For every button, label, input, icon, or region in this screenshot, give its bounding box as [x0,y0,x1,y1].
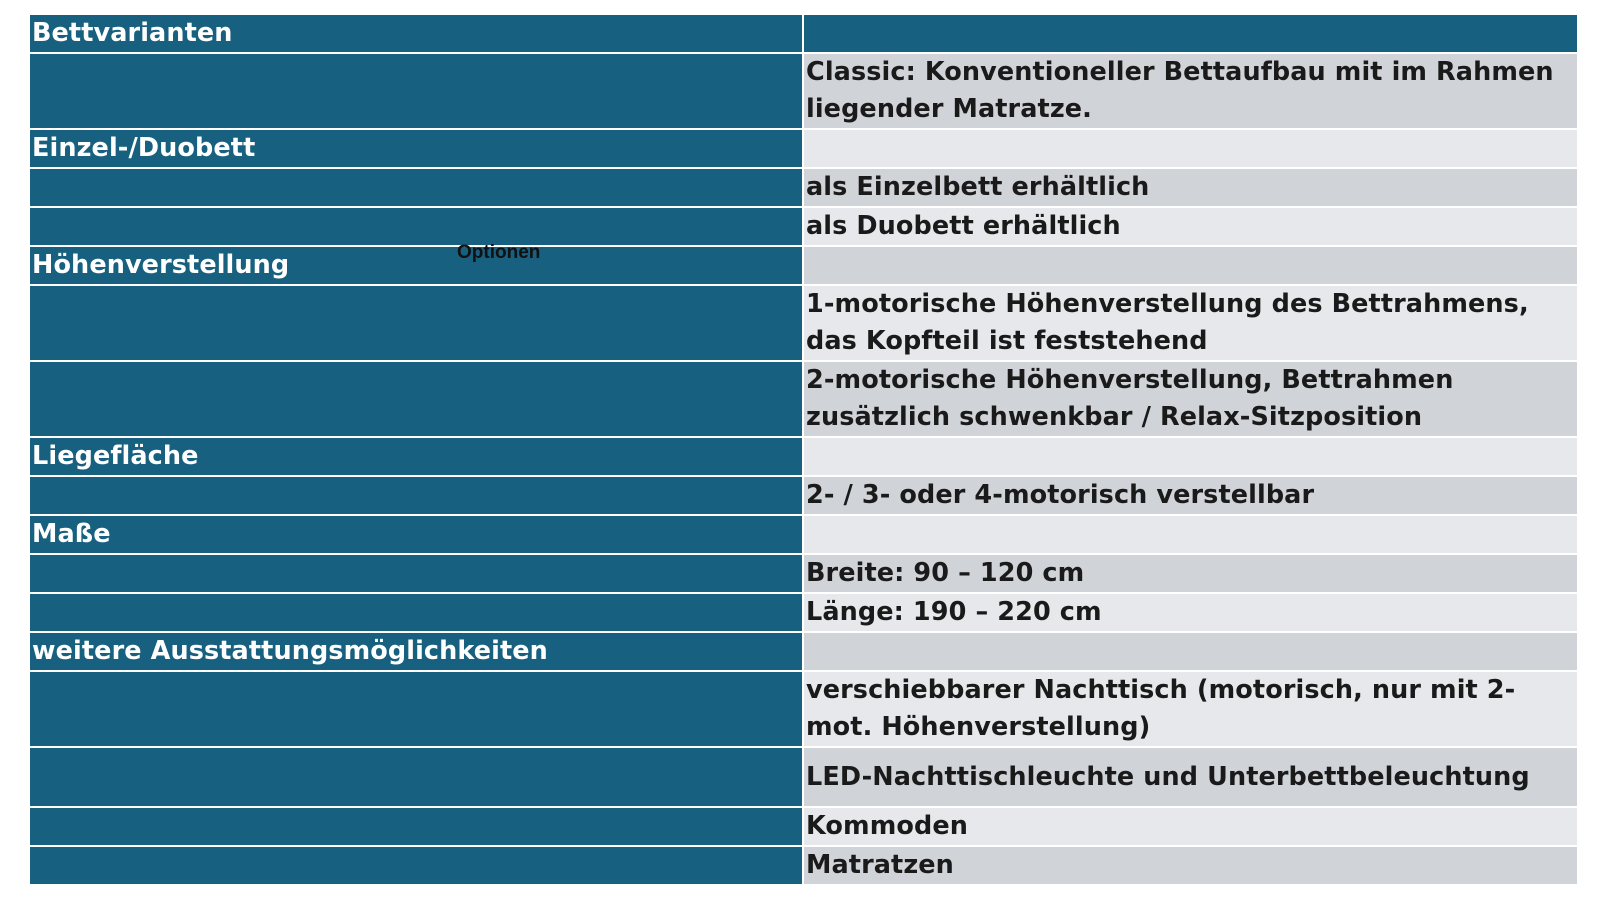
bed-options-table [30,15,1577,884]
option-cell-empty [803,129,1577,168]
label-cell [30,554,803,593]
option-cell-einzelbett: als Einzelbett erhältlich [803,168,1577,207]
label-cell [30,807,803,846]
header-cell-empty [803,15,1577,53]
table-row [30,846,1577,884]
option-cell-kommoden: Kommoden [803,807,1577,846]
table-row [30,671,1577,747]
table-row [30,437,1577,476]
section-heading-weitere-ausstattung: weitere Ausstattungsmöglichkeiten [30,632,803,671]
label-cell [30,168,803,207]
table-row [30,632,1577,671]
label-cell [30,207,803,246]
column-header-optionen: Optionen [457,242,541,263]
option-cell-empty [803,632,1577,671]
table-row [30,476,1577,515]
label-cell [30,361,803,437]
table-row [30,593,1577,632]
label-cell [30,593,803,632]
label-cell [30,846,803,884]
table-row [30,807,1577,846]
option-cell-liegeflaeche: 2- / 3- oder 4-motorisch verstellbar [803,476,1577,515]
option-cell-2-motor: 2-motorische Höhenverstellung, Bettrahmen zusätzlich schwenkbar / Relax-Sitzposition [803,361,1577,437]
table-row [30,554,1577,593]
table-row [30,361,1577,437]
option-cell-duobett: als Duobett erhältlich [803,207,1577,246]
section-heading-bettvarianten: Bettvarianten [30,15,803,53]
table-row [30,246,1577,285]
option-cell-1-motor: 1-motorische Höhenverstellung des Bettrahmens, das Kopfteil ist feststehend [803,285,1577,361]
label-cell [30,747,803,807]
section-heading-masse: Maße [30,515,803,554]
option-cell-matratzen: Matratzen [803,846,1577,884]
option-cell-empty [803,515,1577,554]
option-cell-led: LED-Nachttischleuchte und Unterbettbeleuchtung [803,747,1577,807]
table-row [30,285,1577,361]
table-row [30,747,1577,807]
option-cell-nachttisch: verschiebbarer Nachttisch (motorisch, nur mit 2-mot. Höhenverstellung) [803,671,1577,747]
label-cell [30,476,803,515]
label-cell [30,53,803,129]
option-cell-empty [803,246,1577,285]
table-row [30,15,1577,53]
table-row [30,53,1577,129]
option-cell-breite: Breite: 90 – 120 cm [803,554,1577,593]
table-row [30,168,1577,207]
section-heading-einzel-duobett: Einzel-/Duobett [30,129,803,168]
table-row [30,207,1577,246]
option-cell-classic: Classic: Konventioneller Bettaufbau mit im Rahmen liegender Matratze. [803,53,1577,129]
section-heading-liegeflaeche: Liegefläche [30,437,803,476]
option-cell-empty [803,437,1577,476]
table-row [30,515,1577,554]
label-cell [30,671,803,747]
label-cell [30,285,803,361]
section-heading-hoehenverstellung: Höhenverstellung [30,246,803,285]
option-cell-laenge: Länge: 190 – 220 cm [803,593,1577,632]
table-row [30,129,1577,168]
